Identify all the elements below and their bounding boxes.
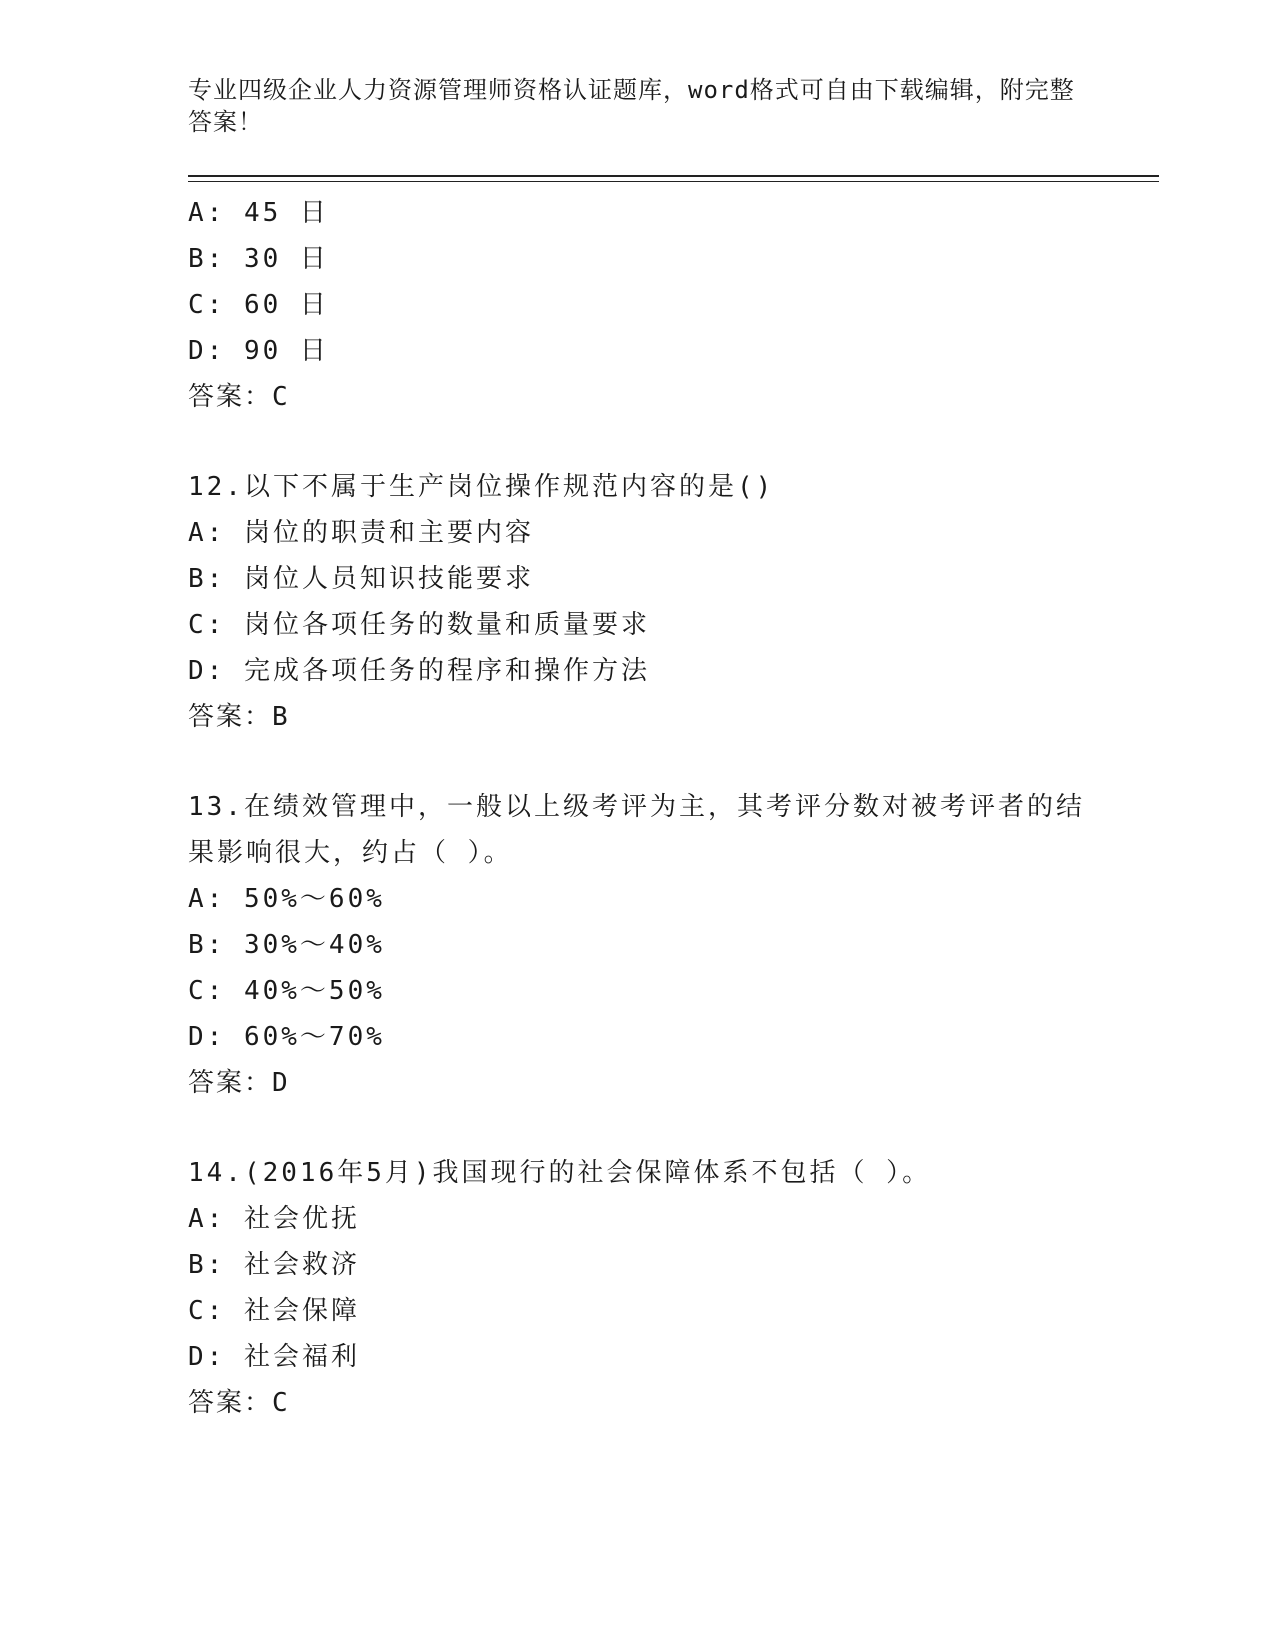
question-11 <box>188 190 1148 420</box>
option-a: A: 社会优抚 <box>188 1204 360 1234</box>
option-b: B: 社会救济 <box>188 1250 360 1280</box>
header-divider-thin <box>188 181 1159 182</box>
option-d: D: 60%～70% <box>188 1022 385 1052</box>
option-a: A: 45 日 <box>188 198 329 228</box>
option-c: C: 社会保障 <box>188 1296 360 1326</box>
answer-text: 答案：D <box>188 1068 290 1098</box>
question-14 <box>188 1150 1148 1426</box>
document-header <box>188 74 1088 138</box>
option-c: C: 60 日 <box>188 290 329 320</box>
option-d: D: 完成各项任务的程序和操作方法 <box>188 656 650 686</box>
option-a: A: 岗位的职责和主要内容 <box>188 518 534 548</box>
option-c: C: 40%～50% <box>188 976 385 1006</box>
question-list <box>188 190 1148 1426</box>
question-text-line-2: 果影响很大，约占（ ）。 <box>188 838 513 868</box>
header-line-1: 专业四级企业人力资源管理师资格认证题库，word格式可自由下载编辑，附完整 <box>188 76 1075 104</box>
answer-text: 答案：B <box>188 702 290 732</box>
question-text-line-1: 13.在绩效管理中，一般以上级考评为主，其考评分数对被考评者的结 <box>188 792 1085 822</box>
option-d: D: 社会福利 <box>188 1342 360 1372</box>
header-line-2: 答案！ <box>188 108 263 136</box>
header-divider-thick <box>188 175 1159 177</box>
option-b: B: 30 日 <box>188 244 329 274</box>
spacer <box>188 420 1148 464</box>
spacer <box>188 740 1148 784</box>
option-b: B: 30%～40% <box>188 930 385 960</box>
spacer <box>188 1106 1148 1150</box>
question-text: 14.(2016年5月)我国现行的社会保障体系不包括（ ）。 <box>188 1158 932 1188</box>
question-12 <box>188 464 1148 740</box>
answer-text: 答案：C <box>188 1388 290 1418</box>
question-13 <box>188 784 1148 1106</box>
option-d: D: 90 日 <box>188 336 329 366</box>
option-b: B: 岗位人员知识技能要求 <box>188 564 534 594</box>
question-text: 12.以下不属于生产岗位操作规范内容的是() <box>188 472 775 502</box>
option-c: C: 岗位各项任务的数量和质量要求 <box>188 610 650 640</box>
option-a: A: 50%～60% <box>188 884 385 914</box>
answer-text: 答案：C <box>188 382 290 412</box>
